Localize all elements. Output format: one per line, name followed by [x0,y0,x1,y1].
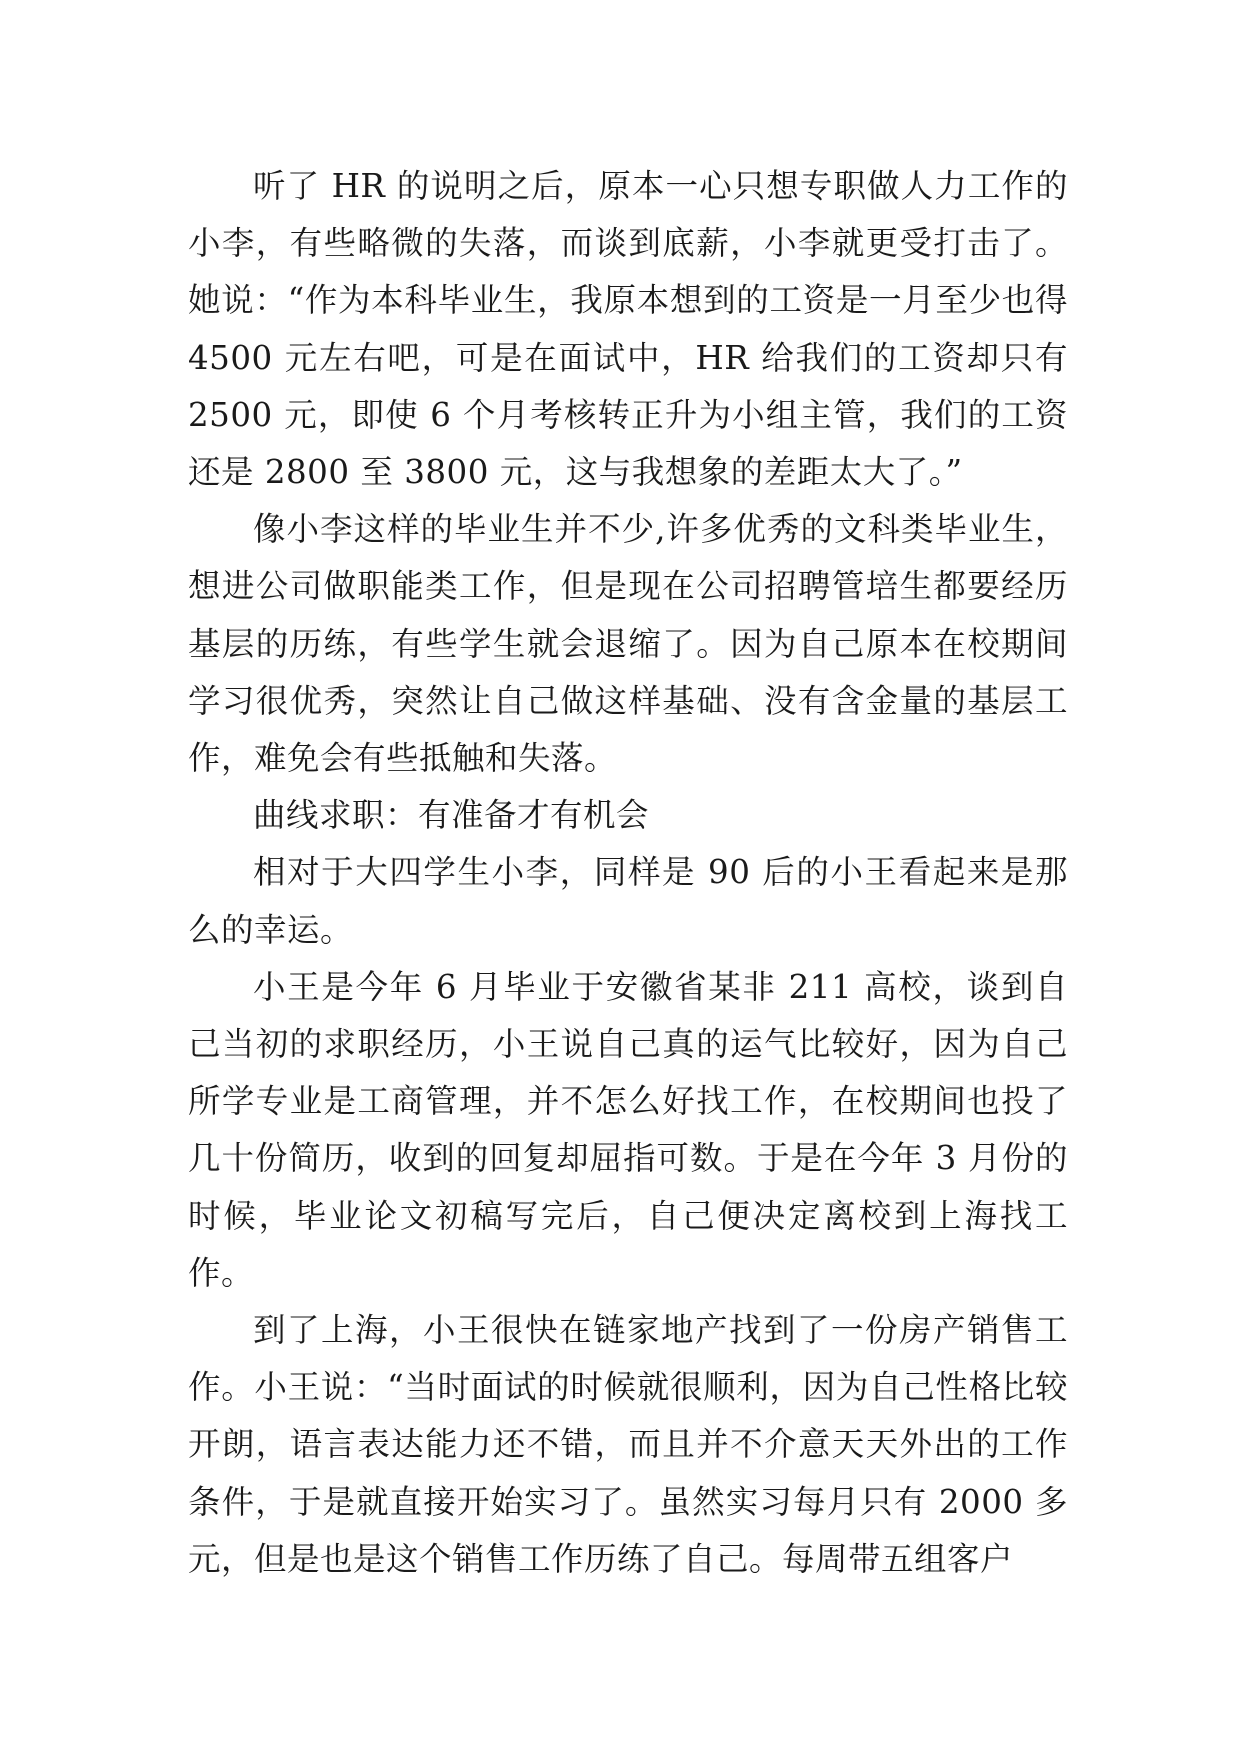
paragraph: 像小李这样的毕业生并不少,许多优秀的文科类毕业生，想进公司做职能类工作，但是现在公司招聘管培生都要经历基层的历练，有些学生就会退缩了。因为自己原本在校期间学习很优秀，突然让自己做这样基础、没有含金量的基层工作，难免会有些抵触和失落。 [188,510,1068,778]
paragraph: 小王是今年 6 月毕业于安徽省某非 211 高校，谈到自己当初的求职经历，小王说自己真的运气比较好，因为自己所学专业是工商管理，并不怎么好找工作，在校期间也投了几十份简历，收到的回复却屈指可数。于是在今年 3 月份的时候，毕业论文初稿写完后，自己便决定离校到上海找工作。 [188,967,1068,1292]
paragraph: 听了 HR 的说明之后，原本一心只想专职做人力工作的小李，有些略微的失落，而谈到底薪，小李就更受打击了。她说：“作为本科毕业生，我原本想到的工资是一月至少也得 4500 元左右吧，可是在面试中，HR 给我们的工资却只有 2500 元，即使 6 个月考核转正升为小组主管，我们的工资还是 2800 至 3800 元，这与我想象的差距太大了。” [188,167,1068,492]
paragraph: 相对于大四学生小李，同样是 90 后的小王看起来是那么的幸运。 [188,853,1068,949]
section-heading: 曲线求职：有准备才有机会 [253,796,650,835]
paragraph: 到了上海，小王很快在链家地产找到了一份房产销售工作。小王说：“当时面试的时候就很顺利，因为自己性格比较开朗，语言表达能力还不错，而且并不介意天天外出的工作条件，于是就直接开始实习了。虽然实习每月只有 2000 多元，但是也是这个销售工作历练了自己。每周带五组客户 [188,1311,1068,1578]
document-body [188,158,1068,1588]
